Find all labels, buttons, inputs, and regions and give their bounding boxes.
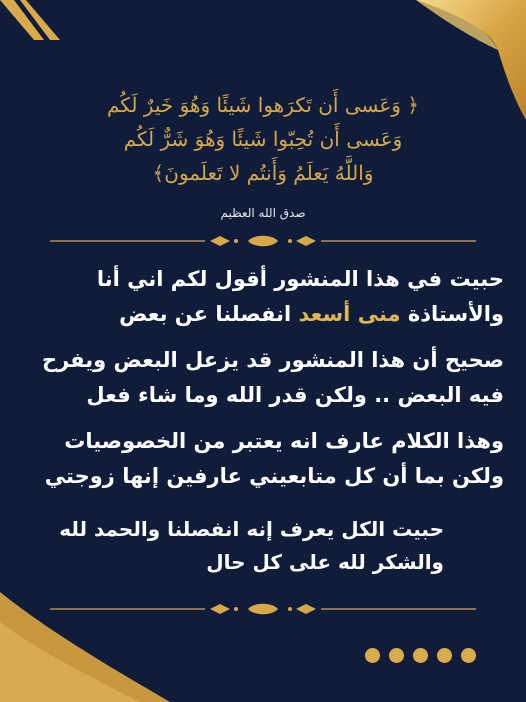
paragraph-line: صحيح أن هذا المنشور قد يزعل البعض ويفرح bbox=[41, 348, 504, 372]
paragraph-line: ولكن بما أن كل متابعيني عارفين إنها زوجتي bbox=[44, 464, 504, 488]
paragraph-line: حبيت في هذا المنشور أقول لكم اني أنا bbox=[96, 267, 504, 291]
verse-source: صدق الله العظيم bbox=[220, 206, 306, 220]
dot-icon bbox=[365, 648, 380, 663]
highlighted-name: منى أسعد bbox=[298, 302, 401, 326]
dot-icon bbox=[413, 648, 428, 663]
gold-wave-corner-icon bbox=[0, 572, 170, 702]
dot-icon bbox=[461, 648, 476, 663]
paragraph-4 bbox=[22, 513, 444, 579]
paragraph-1 bbox=[22, 262, 504, 332]
gold-arrow-corner-icon bbox=[0, 0, 60, 40]
paragraph-line: فيه البعض .. ولكن قدر الله وما شاء فعل bbox=[86, 383, 504, 407]
quran-verse bbox=[30, 88, 496, 190]
paragraph-line: والأستاذة منى أسعد انفصلنا عن بعض bbox=[119, 302, 504, 326]
paragraph-2 bbox=[22, 343, 504, 413]
paragraph-line: حبيت الكل يعرف إنه انفصلنا والحمد لله bbox=[59, 517, 444, 541]
paragraph-line: وهذا الكلام عارف انه يعتبر من الخصوصيات bbox=[64, 429, 504, 453]
dot-icon bbox=[389, 648, 404, 663]
verse-line: وَاللَّهُ يَعلَمُ وَأَنتُم لا تَعلَمونَ﴾ bbox=[152, 161, 374, 185]
verse-line: ﴿ وَعَسى أَن تَكرَهوا شَيئًا وَهُوَ خَيرٌ لَكُم bbox=[107, 93, 419, 117]
dot-icon bbox=[437, 648, 452, 663]
decorative-dots bbox=[365, 648, 476, 663]
verse-line: وَعَسى أَن تُحِبّوا شَيئًا وَهُوَ شَرٌّ لَكُم bbox=[123, 127, 403, 151]
paragraph-line: والشكر لله على كل حال bbox=[206, 550, 444, 574]
ornament-divider bbox=[50, 603, 476, 615]
ornament-divider bbox=[50, 235, 476, 247]
paragraph-3 bbox=[22, 424, 504, 494]
